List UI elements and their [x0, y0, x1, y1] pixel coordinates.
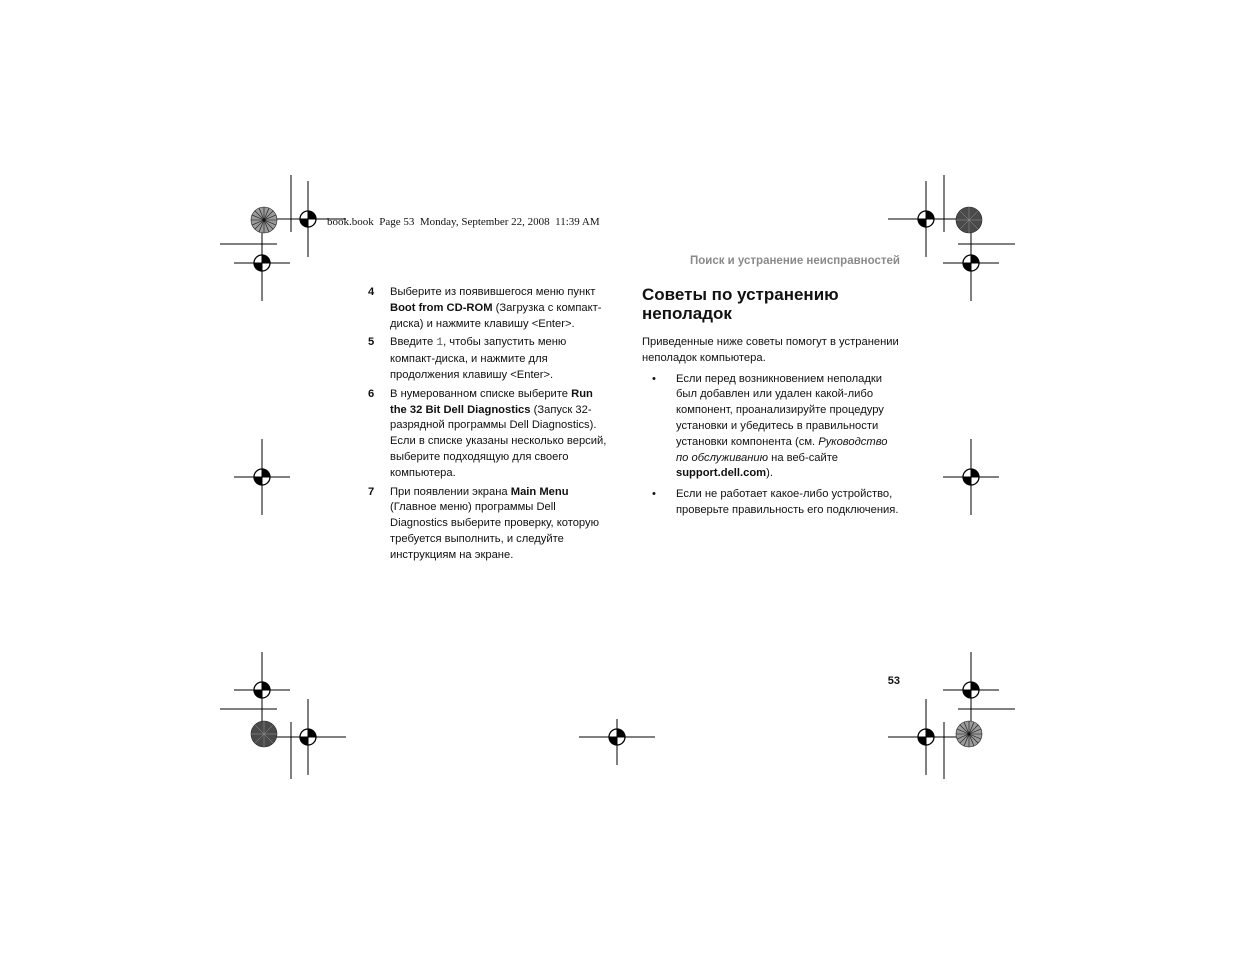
crosshair-mark-top-right-b [943, 225, 999, 301]
page-number: 53 [887, 675, 900, 687]
step-number: 5 [368, 336, 375, 349]
starburst-mark-top-right [956, 207, 982, 233]
bullet-marker: • [652, 372, 656, 385]
crosshair-mark-bottom-center [579, 719, 655, 765]
step-text-run: В нумерованном списке выберите [390, 387, 572, 400]
step-number: 6 [368, 387, 375, 400]
starburst-mark-bottom-left [251, 721, 277, 747]
step-text-run: (Запуск 32-разрядной программы Dell Diagnostics). Если в списке указаны несколько версий, выберите подходящую для своего компьютера. [390, 403, 607, 479]
bullet-text [676, 487, 902, 519]
step-item [368, 335, 608, 383]
step-keyword-main-menu: Main Menu [510, 485, 569, 498]
running-head: Поиск и устранение неисправностей [689, 255, 900, 267]
starburst-mark-top-left [251, 207, 277, 233]
crosshair-mark-bottom-right-a [943, 652, 999, 728]
step-text-run: (Загрузка с компакт-диска) и нажмите клавишу <Enter>. [390, 301, 602, 330]
bullet-item [642, 372, 902, 483]
bullet-text-run: Если перед возникновением неполадки был добавлен или удален какой-либо компонент, проанализируйте процедуру установки и убедитесь в правильности установки компонента (см. [676, 372, 884, 448]
section-title: Советы по устранению неполадок [642, 285, 839, 323]
starburst-mark-bottom-right [956, 721, 982, 747]
step-text-run: При появлении экрана [390, 485, 511, 498]
tips-section [642, 285, 902, 524]
bullet-item [642, 487, 902, 519]
bullet-text-run: ). [766, 467, 773, 480]
crosshair-mark-bottom-right-b [888, 699, 964, 775]
bullet-website: support.dell.com [676, 467, 767, 480]
step-keyword-run-diagnostics: Run the 32 Bit Dell Diagnostics [390, 387, 593, 416]
step-item [368, 285, 608, 332]
bullet-text-run: на веб-сайте [768, 451, 838, 464]
step-number: 4 [368, 286, 375, 298]
step-typed-value: 1 [436, 337, 444, 350]
step-text [390, 285, 608, 332]
step-text-run: Выберите из появившегося меню пункт [390, 286, 596, 298]
step-item [368, 387, 608, 482]
bullet-marker: • [652, 488, 656, 501]
crosshair-mark-bottom-left-a [234, 652, 290, 728]
bullet-text [676, 372, 902, 483]
bullet-manual-title: Руководство по обслуживанию [676, 435, 888, 464]
crosshair-mark-middle-left [234, 439, 290, 515]
crosshair-mark-bottom-left-b [270, 699, 346, 775]
step-text [390, 387, 608, 482]
step-text-run: Введите [390, 336, 437, 349]
step-text [390, 335, 608, 383]
bullet-text-run: Если не работает какое-либо устройство, проверьте правильность его подключения. [676, 488, 899, 516]
step-text [390, 485, 608, 564]
section-intro: Приведенные ниже советы помогут в устранении неполадок компьютера. [642, 336, 899, 364]
step-item [368, 485, 608, 564]
crosshair-mark-top-left-b [234, 225, 290, 301]
step-text-run: , чтобы запустить меню компакт-диска, и нажмите для продолжения клавишу <Enter>. [390, 336, 567, 381]
step-text-run: (Главное меню) программы Dell Diagnostics выберите проверку, которую требуется выполнить, и следуйте инструкциям на экране. [390, 501, 599, 561]
print-slug-line: book.book Page 53 Monday, September 22, 2008 11:39 AM [327, 216, 600, 228]
step-number: 7 [368, 485, 375, 498]
steps-list [368, 285, 608, 567]
crosshair-mark-top-right-a [888, 181, 964, 257]
crosshair-mark-middle-right [943, 439, 999, 515]
step-keyword-boot-from-cd: Boot from CD-ROM [390, 301, 493, 314]
